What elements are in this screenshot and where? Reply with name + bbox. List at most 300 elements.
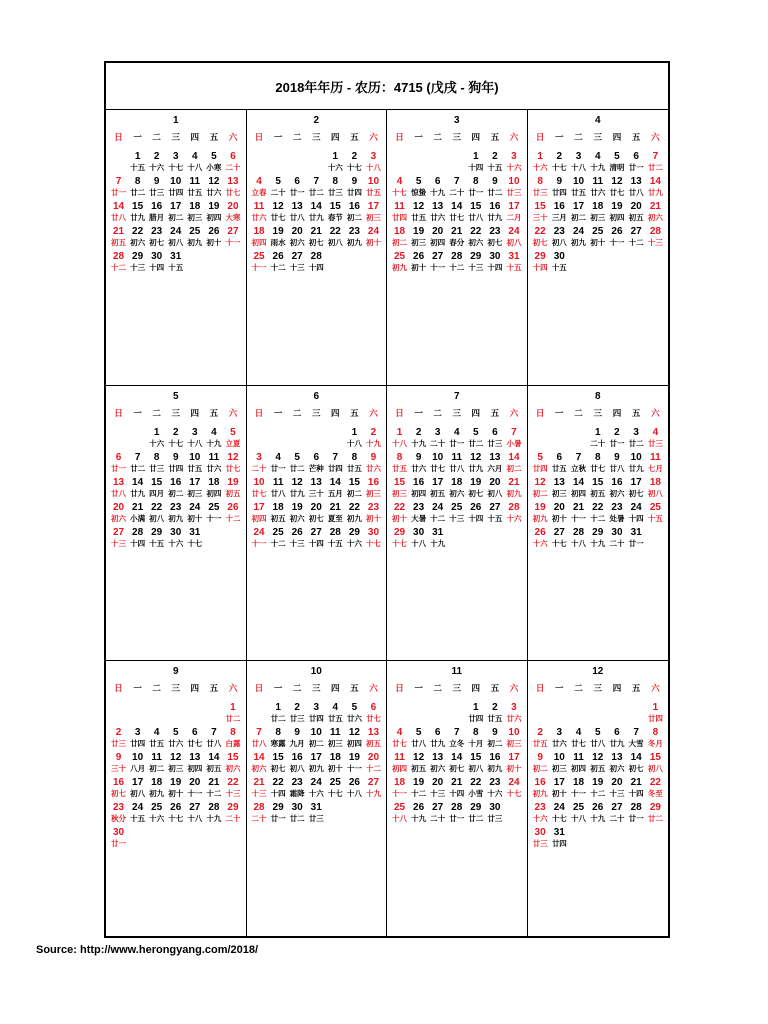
lunar-date: 初九 — [168, 513, 184, 523]
lunar-date: 廿九 — [487, 213, 503, 222]
gregorian-date: 7 — [332, 451, 339, 463]
gregorian-date: 10 — [630, 451, 642, 463]
gregorian-date: 18 — [592, 201, 604, 212]
gregorian-date: 21 — [508, 476, 520, 488]
weekday-label: 四 — [471, 407, 481, 418]
lunar-date: 廿八 — [111, 488, 127, 498]
gregorian-date: 26 — [208, 226, 220, 237]
gregorian-date: 21 — [329, 501, 341, 513]
lunar-date: 廿八 — [609, 463, 625, 473]
day-cell — [128, 751, 147, 776]
lunar-date: 初七 — [308, 513, 324, 523]
day-cell — [646, 451, 665, 476]
day-cell — [607, 426, 626, 451]
gregorian-date: 17 — [253, 501, 265, 513]
gregorian-date: 17 — [310, 752, 322, 764]
gregorian-date: 6 — [115, 451, 122, 463]
lunar-date: 初九 — [532, 513, 548, 523]
lunar-date: 秋分 — [111, 814, 127, 824]
lunar-date: 二月 — [506, 213, 522, 222]
gregorian-date: 21 — [572, 501, 585, 513]
day-cell — [147, 751, 166, 776]
gregorian-date: 25 — [451, 501, 463, 513]
lunar-date: 初七 — [468, 488, 484, 498]
gregorian-date: 19 — [534, 501, 546, 513]
gregorian-date: 5 — [211, 151, 217, 162]
gregorian-date: 10 — [253, 476, 265, 488]
gregorian-date: 10 — [553, 752, 565, 764]
weekday-header — [109, 404, 243, 422]
gregorian-date: 20 — [489, 476, 501, 488]
lunar-date: 春节 — [327, 213, 343, 222]
empty-day — [166, 701, 185, 726]
lunar-date: 小寒 — [206, 163, 222, 172]
gregorian-date: 13 — [432, 752, 444, 764]
day-cell — [504, 726, 523, 751]
gregorian-date: 23 — [112, 802, 125, 814]
lunar-date: 廿四 — [551, 839, 567, 849]
day-cell — [569, 751, 588, 776]
gregorian-date: 5 — [230, 426, 236, 438]
lunar-date: 廿六 — [430, 213, 446, 222]
lunar-date: 廿八 — [111, 213, 127, 222]
lunar-date: 十四 — [308, 263, 324, 272]
day-cell — [447, 726, 466, 751]
lunar-date: 十七 — [168, 163, 184, 172]
gregorian-date: 26 — [348, 777, 360, 789]
gregorian-date: 20 — [367, 752, 380, 764]
lunar-date: 十一 — [571, 789, 587, 799]
weekday-label: 三 — [452, 683, 461, 694]
lunar-date: 立冬 — [449, 739, 465, 749]
day-cell — [326, 476, 345, 501]
lunar-date: 八月 — [130, 764, 146, 774]
gregorian-date: 15 — [329, 201, 341, 212]
gregorian-date: 31 — [310, 802, 322, 814]
day-cell — [531, 175, 550, 200]
day-cell — [185, 150, 204, 175]
gregorian-date: 9 — [492, 727, 498, 739]
gregorian-date: 29 — [649, 802, 661, 814]
gregorian-date: 30 — [151, 251, 163, 262]
weekday-label: 三 — [171, 683, 180, 694]
lunar-date: 十六 — [149, 438, 165, 448]
lunar-date: 小暑 — [506, 438, 522, 448]
lunar-date: 廿四 — [647, 714, 663, 724]
lunar-date: 廿四 — [346, 188, 362, 197]
lunar-date: 初二 — [346, 488, 362, 498]
lunar-date: 初四 — [411, 488, 427, 498]
lunar-date: 三十 — [308, 488, 324, 498]
lunar-date: 十二 — [411, 789, 427, 799]
lunar-date: 十四 — [468, 513, 484, 523]
day-cell — [204, 476, 223, 501]
weekday-label: 六 — [509, 407, 519, 418]
day-cell — [409, 801, 428, 826]
day-cell — [223, 776, 242, 801]
gregorian-date: 12 — [413, 201, 425, 212]
lunar-date: 大寒 — [225, 213, 241, 222]
month-name: 4 — [594, 115, 601, 126]
lunar-date: 十七 — [551, 538, 567, 548]
day-cell — [307, 701, 326, 726]
gregorian-date: 25 — [329, 777, 341, 789]
gregorian-date: 13 — [112, 476, 125, 488]
day-cell — [607, 150, 626, 175]
lunar-date: 大雪 — [628, 739, 644, 749]
day-cell — [269, 476, 288, 501]
lunar-date: 廿七 — [590, 463, 606, 473]
lunar-date: 廿六 — [506, 714, 522, 724]
gregorian-date: 18 — [208, 476, 220, 488]
gregorian-date: 9 — [537, 752, 543, 764]
lunar-date: 初九 — [571, 238, 587, 247]
day-cell — [550, 250, 569, 275]
empty-day — [250, 701, 269, 726]
day-cell — [109, 225, 128, 250]
lunar-date: 十五 — [487, 163, 503, 172]
lunar-date: 廿一 — [289, 188, 305, 197]
day-cell — [166, 726, 185, 751]
day-cell — [390, 175, 409, 200]
weekday-label: 五 — [350, 683, 359, 694]
lunar-date: 廿九 — [308, 213, 324, 222]
gregorian-date: 4 — [652, 426, 659, 438]
gregorian-date: 25 — [393, 251, 406, 262]
lunar-date: 十九 — [206, 814, 222, 824]
gregorian-date: 5 — [294, 451, 300, 463]
day-cell — [147, 250, 166, 275]
day-cell — [504, 150, 523, 175]
gregorian-date: 22 — [151, 501, 163, 513]
gregorian-date: 21 — [630, 777, 642, 789]
month-name: 12 — [592, 666, 604, 678]
lunar-date: 十二 — [628, 238, 644, 247]
day-cell — [250, 726, 269, 751]
day-cell — [607, 501, 626, 526]
weekday-label: 六 — [369, 132, 378, 142]
weekday-label: 四 — [190, 407, 200, 418]
weekday-label: 二 — [433, 407, 442, 418]
day-cell — [345, 150, 364, 175]
day-cell — [504, 451, 523, 476]
day-cell — [550, 501, 569, 526]
lunar-date: 初九 — [392, 263, 408, 272]
lunar-date: 十六 — [532, 538, 548, 548]
day-cell — [307, 526, 326, 551]
lunar-date: 初六 — [289, 238, 305, 247]
day-cell — [364, 501, 383, 526]
day-cell — [409, 526, 428, 551]
day-cell — [485, 200, 504, 225]
day-cell — [269, 526, 288, 551]
weekday-label: 二 — [292, 132, 302, 142]
day-cell — [588, 476, 607, 501]
day-cell — [250, 250, 269, 275]
lunar-date: 廿二 — [289, 814, 305, 824]
day-cell — [109, 751, 128, 776]
day-cell — [466, 701, 485, 726]
weekday-label: 日 — [254, 683, 264, 694]
lunar-date: 廿二 — [647, 814, 663, 824]
gregorian-date: 6 — [633, 151, 639, 162]
day-cell — [485, 701, 504, 726]
weekday-label: 一 — [273, 407, 283, 418]
gregorian-date: 4 — [153, 727, 160, 739]
day-cell — [428, 751, 447, 776]
gregorian-date: 1 — [332, 151, 339, 162]
gregorian-date: 4 — [594, 151, 601, 162]
day-cell — [531, 476, 550, 501]
weekday-label: 五 — [631, 132, 641, 142]
lunar-date: 初九 — [487, 764, 503, 774]
gregorian-date: 31 — [170, 251, 182, 262]
weekday-label: 五 — [490, 132, 500, 142]
day-cell — [204, 776, 223, 801]
gregorian-date: 9 — [294, 727, 300, 739]
lunar-date: 初五 — [628, 213, 644, 222]
day-cell — [250, 200, 269, 225]
day-cell — [428, 501, 447, 526]
month-block — [528, 386, 669, 662]
lunar-date: 初五 — [411, 764, 427, 774]
gregorian-date: 30 — [112, 827, 125, 839]
lunar-date: 廿一 — [468, 188, 484, 197]
day-cell — [646, 150, 665, 175]
weekday-label: 一 — [414, 132, 423, 142]
gregorian-date: 21 — [310, 226, 322, 237]
lunar-date: 廿八 — [468, 213, 484, 222]
day-cell — [128, 175, 147, 200]
day-cell — [288, 801, 307, 826]
gregorian-date: 7 — [633, 727, 639, 739]
gregorian-date: 17 — [170, 201, 182, 212]
day-cell — [109, 501, 128, 526]
gregorian-date: 15 — [534, 201, 546, 212]
gregorian-date: 8 — [537, 176, 543, 187]
weekday-label: 三 — [171, 407, 180, 418]
lunar-date: 十七 — [187, 538, 203, 548]
gregorian-date: 11 — [573, 752, 584, 764]
lunar-date: 初六 — [111, 513, 127, 523]
gregorian-date: 13 — [553, 476, 565, 488]
lunar-date: 二十 — [270, 188, 286, 197]
gregorian-date: 28 — [253, 802, 265, 814]
day-cell — [364, 776, 383, 801]
gregorian-date: 13 — [630, 176, 642, 187]
day-cell — [607, 776, 626, 801]
gregorian-date: 17 — [367, 201, 380, 212]
gregorian-date: 25 — [393, 802, 406, 814]
gregorian-date: 9 — [614, 451, 620, 463]
lunar-date: 十一 — [251, 263, 267, 272]
gregorian-date: 1 — [153, 426, 160, 438]
empty-day — [531, 701, 550, 726]
gregorian-date: 23 — [489, 226, 501, 237]
weekday-label: 五 — [631, 407, 641, 418]
source-note: Source: http://www.herongyang.com/2018/ — [36, 944, 259, 956]
day-cell — [345, 526, 364, 551]
lunar-date: 初七 — [628, 764, 644, 774]
lunar-date: 廿五 — [532, 739, 548, 749]
lunar-date: 初六 — [609, 488, 625, 498]
lunar-date: 十一 — [430, 263, 446, 272]
lunar-date: 廿三 — [308, 814, 324, 824]
gregorian-date: 27 — [630, 226, 642, 237]
lunar-date: 初四 — [206, 213, 222, 222]
gregorian-date: 23 — [151, 226, 163, 237]
day-grid — [390, 426, 524, 551]
lunar-date: 廿七 — [449, 213, 465, 222]
lunar-date: 廿六 — [590, 188, 606, 197]
lunar-date: 雨水 — [270, 238, 286, 247]
gregorian-date: 23 — [413, 501, 425, 513]
gregorian-date: 10 — [170, 176, 182, 187]
gregorian-date: 7 — [453, 176, 460, 187]
day-cell — [204, 150, 223, 175]
gregorian-date: 24 — [170, 226, 182, 237]
day-cell — [128, 726, 147, 751]
gregorian-date: 16 — [413, 476, 425, 488]
day-cell — [550, 826, 569, 851]
weekday-label: 五 — [490, 407, 500, 418]
lunar-date: 十六 — [308, 789, 324, 799]
day-cell — [269, 801, 288, 826]
weekday-label: 日 — [535, 683, 545, 694]
day-cell — [204, 175, 223, 200]
gregorian-date: 1 — [396, 426, 403, 438]
day-cell — [409, 175, 428, 200]
lunar-date: 十七 — [551, 163, 567, 172]
weekday-label: 四 — [612, 407, 622, 418]
weekday-label: 六 — [509, 683, 519, 694]
gregorian-date: 17 — [508, 201, 520, 212]
gregorian-date: 3 — [434, 426, 441, 438]
gregorian-date: 29 — [272, 802, 284, 814]
gregorian-date: 3 — [575, 151, 582, 162]
gregorian-date: 12 — [208, 176, 220, 187]
gregorian-date: 26 — [272, 251, 284, 262]
lunar-date: 初四 — [609, 213, 625, 222]
day-cell — [147, 501, 166, 526]
gregorian-date: 29 — [348, 526, 360, 538]
lunar-date: 廿二 — [487, 188, 503, 197]
day-cell — [627, 426, 646, 451]
gregorian-date: 4 — [396, 176, 403, 187]
gregorian-date: 29 — [227, 802, 239, 814]
weekday-header — [390, 128, 524, 146]
day-cell — [269, 250, 288, 275]
day-cell — [531, 501, 550, 526]
gregorian-date: 1 — [230, 702, 236, 714]
gregorian-date: 2 — [415, 426, 422, 438]
day-cell — [250, 801, 269, 826]
gregorian-date: 28 — [310, 251, 322, 262]
lunar-date: 廿八 — [628, 188, 644, 197]
weekday-label: 三 — [311, 683, 321, 694]
gregorian-date: 7 — [652, 151, 659, 162]
weekday-label: 二 — [292, 407, 302, 418]
empty-day — [447, 150, 466, 175]
lunar-date: 廿六 — [365, 463, 381, 473]
day-cell — [466, 175, 485, 200]
lunar-date: 廿五 — [551, 463, 567, 473]
empty-day — [550, 701, 569, 726]
day-cell — [307, 726, 326, 751]
gregorian-date: 17 — [132, 777, 144, 789]
month-name: 11 — [451, 666, 463, 678]
gregorian-date: 4 — [275, 451, 281, 463]
gregorian-date: 8 — [473, 727, 479, 739]
gregorian-date: 16 — [489, 201, 501, 212]
day-cell — [109, 776, 128, 801]
lunar-date: 初八 — [551, 238, 567, 247]
lunar-date: 寒露 — [270, 739, 286, 749]
day-cell — [204, 200, 223, 225]
weekday-label: 四 — [612, 683, 622, 694]
lunar-date: 小满 — [130, 513, 146, 523]
gregorian-date: 14 — [112, 201, 125, 212]
lunar-date: 廿五 — [187, 463, 203, 473]
lunar-date: 廿二 — [130, 463, 146, 473]
lunar-date: 廿二 — [270, 714, 286, 724]
day-cell — [588, 451, 607, 476]
day-cell — [550, 751, 569, 776]
day-cell — [447, 801, 466, 826]
lunar-date: 廿一 — [628, 814, 644, 824]
gregorian-date: 6 — [434, 176, 441, 187]
empty-day — [588, 701, 607, 726]
gregorian-date: 28 — [451, 802, 463, 814]
empty-day — [147, 701, 166, 726]
weekday-label: 六 — [369, 407, 378, 418]
gregorian-date: 24 — [553, 802, 565, 814]
lunar-date: 廿二 — [468, 438, 484, 448]
gregorian-date: 11 — [330, 727, 341, 739]
lunar-date: 廿四 — [168, 188, 184, 197]
empty-day — [204, 701, 223, 726]
gregorian-date: 16 — [367, 476, 380, 488]
day-cell — [627, 526, 646, 551]
day-cell — [250, 225, 269, 250]
lunar-date: 廿四 — [308, 714, 324, 724]
weekday-label: 六 — [369, 683, 378, 694]
day-cell — [147, 225, 166, 250]
day-cell — [409, 726, 428, 751]
weekday-label: 一 — [414, 407, 423, 418]
gregorian-date: 17 — [572, 201, 585, 212]
day-grid — [109, 150, 243, 275]
day-cell — [409, 200, 428, 225]
lunar-date: 廿一 — [449, 438, 465, 448]
lunar-date: 二十 — [430, 438, 446, 448]
gregorian-date: 6 — [370, 702, 377, 714]
weekday-label: 二 — [152, 407, 161, 418]
day-cell — [269, 776, 288, 801]
lunar-date: 廿八 — [411, 739, 427, 749]
gregorian-date: 15 — [470, 201, 482, 212]
day-cell — [223, 200, 242, 225]
day-cell — [569, 801, 588, 826]
gregorian-date: 22 — [393, 501, 406, 513]
day-cell — [607, 175, 626, 200]
lunar-date: 十三 — [289, 263, 305, 272]
lunar-date: 廿三 — [532, 839, 548, 849]
gregorian-date: 6 — [434, 727, 441, 739]
lunar-date: 初九 — [187, 238, 203, 247]
lunar-date: 十六 — [506, 513, 522, 523]
gregorian-date: 4 — [211, 426, 217, 438]
